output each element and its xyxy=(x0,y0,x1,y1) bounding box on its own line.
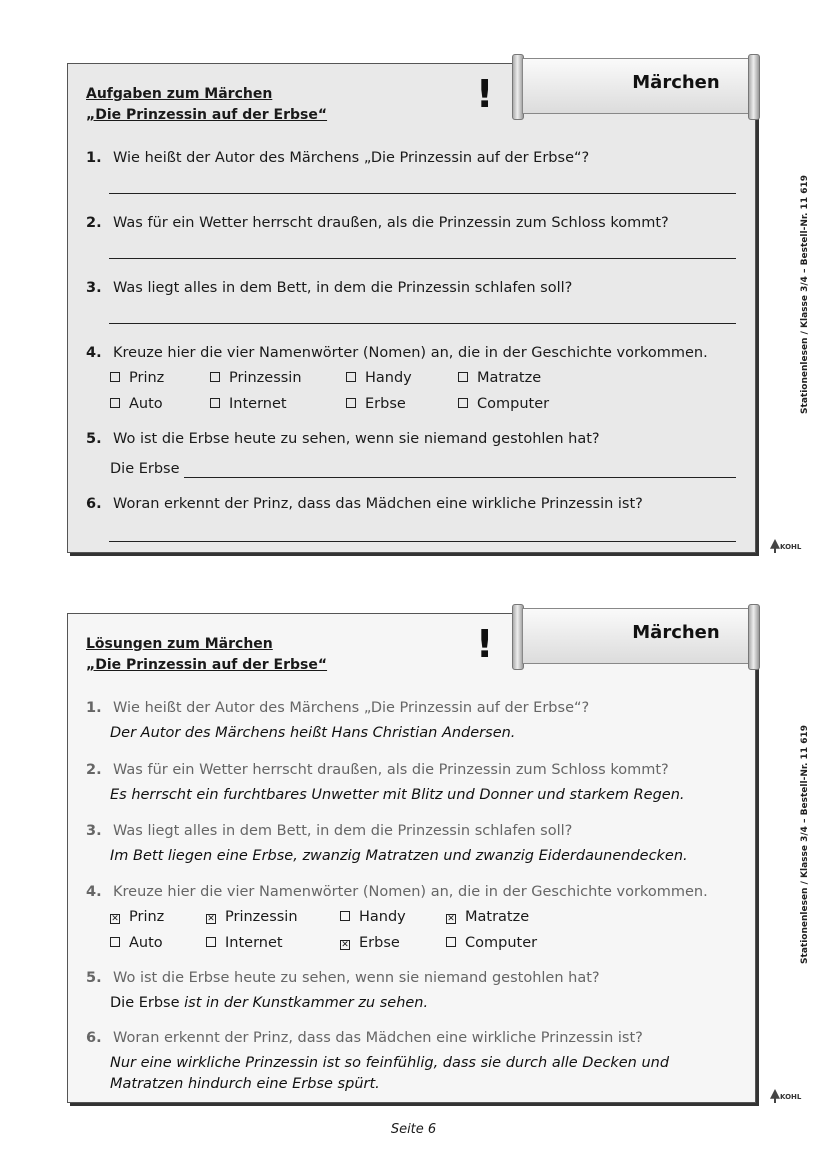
question-number: 3. xyxy=(86,280,102,296)
solution-card xyxy=(67,613,756,1103)
checkbox[interactable] xyxy=(210,372,220,382)
question-text: Was liegt alles in dem Bett, in dem die Prinzessin schlafen soll? xyxy=(113,823,573,839)
heading-line-2: „Die Prinzessin auf der Erbse“ xyxy=(86,657,328,673)
answer-line[interactable] xyxy=(109,541,736,542)
option-computer[interactable]: Computer xyxy=(458,396,549,412)
question-text: Kreuze hier die vier Namenwörter (Nomen) an, die in der Geschichte vorkommen. xyxy=(113,884,708,900)
card-heading xyxy=(86,84,327,126)
question-text: Was liegt alles in dem Bett, in dem die Prinzessin schlafen soll? xyxy=(113,280,573,296)
answer-line[interactable] xyxy=(184,477,736,478)
option-prinzessin[interactable]: Prinzessin xyxy=(210,370,302,386)
checkbox[interactable] xyxy=(110,398,120,408)
question-text: Woran erkennt der Prinz, dass das Mädchen eine wirkliche Prinzessin ist? xyxy=(113,1030,643,1046)
banner-title: Märchen xyxy=(632,72,720,93)
option-internet[interactable]: Internet xyxy=(210,396,287,412)
checkbox xyxy=(446,937,456,947)
checked-box: ✕ xyxy=(341,940,349,950)
checkbox[interactable] xyxy=(110,372,120,382)
side-label: Stationenlesen / Klasse 3/4 – Bestell-Nr. 11 619 xyxy=(800,175,810,414)
option-erbse: ✕ Erbse xyxy=(341,935,400,951)
answer-text: Es herrscht ein furchtbares Unwetter mit Blitz und Donner und starkem Regen. xyxy=(110,787,685,803)
checkbox[interactable] xyxy=(458,398,468,408)
answer-text xyxy=(110,995,428,1011)
option-matratze[interactable]: Matratze xyxy=(458,370,541,386)
answer-body: ist in der Kunstkammer zu sehen. xyxy=(184,995,429,1011)
tree-icon xyxy=(770,1089,780,1103)
checkbox xyxy=(206,937,216,947)
question-number: 5. xyxy=(86,970,102,986)
question-number: 3. xyxy=(86,823,102,839)
question-text: Was für ein Wetter herrscht draußen, als die Prinzessin zum Schloss kommt? xyxy=(113,762,669,778)
question-text: Kreuze hier die vier Namenwörter (Nomen) an, die in der Geschichte vorkommen. xyxy=(113,345,708,361)
option-auto[interactable]: Auto xyxy=(110,396,163,412)
side-label: Stationenlesen / Klasse 3/4 – Bestell-Nr. 11 619 xyxy=(800,725,810,964)
heading-line-2: „Die Prinzessin auf der Erbse“ xyxy=(86,107,328,123)
checkbox[interactable] xyxy=(458,372,468,382)
scroll-banner xyxy=(512,54,760,120)
question-number: 5. xyxy=(86,431,102,447)
checkbox[interactable] xyxy=(346,398,356,408)
question-number: 1. xyxy=(86,150,102,166)
option-handy: Handy xyxy=(340,909,406,925)
option-internet: Internet xyxy=(206,935,283,951)
heading-line-1: Lösungen zum Märchen xyxy=(86,636,273,652)
publisher-logo: KOHL xyxy=(770,535,796,557)
checkbox xyxy=(340,911,350,921)
checkbox xyxy=(110,937,120,947)
exclamation-icon: ! xyxy=(476,72,494,116)
option-matratze: ✕ Matratze xyxy=(447,909,530,925)
question-number: 2. xyxy=(86,762,102,778)
scroll-banner xyxy=(512,604,760,670)
tree-icon xyxy=(770,539,780,553)
question-text: Wo ist die Erbse heute zu sehen, wenn sie niemand gestohlen hat? xyxy=(113,431,600,447)
checked-box: ✕ xyxy=(447,914,455,924)
banner-title: Märchen xyxy=(632,622,720,643)
question-number: 2. xyxy=(86,215,102,231)
question-number: 4. xyxy=(86,345,102,361)
question-text: Wie heißt der Autor des Märchens „Die Prinzessin auf der Erbse“? xyxy=(113,150,590,166)
option-prinzessin: ✕ Prinzessin xyxy=(207,909,298,925)
exclamation-icon: ! xyxy=(476,622,494,666)
question-text: Was für ein Wetter herrscht draußen, als die Prinzessin zum Schloss kommt? xyxy=(113,215,669,231)
answer-text: Im Bett liegen eine Erbse, zwanzig Matratzen und zwanzig Eiderdaunendecken. xyxy=(110,848,688,864)
answer-line[interactable] xyxy=(109,193,736,194)
question-number: 1. xyxy=(86,700,102,716)
answer-prefix: Die Erbse xyxy=(110,995,180,1011)
answer-line[interactable] xyxy=(109,258,736,259)
heading-line-1: Aufgaben zum Märchen xyxy=(86,86,273,102)
checked-box: ✕ xyxy=(207,914,215,924)
checkbox[interactable] xyxy=(210,398,220,408)
option-computer: Computer xyxy=(446,935,537,951)
question-number: 6. xyxy=(86,496,102,512)
option-prinz[interactable]: Prinz xyxy=(110,370,164,386)
question-text: Woran erkennt der Prinz, dass das Mädchen eine wirkliche Prinzessin ist? xyxy=(113,496,643,512)
answer-text: Nur eine wirkliche Prinzessin ist so feinfühlig, dass sie durch alle Decken und Matratzen hindurch eine Erbse spürt. xyxy=(110,1055,670,1092)
card-heading xyxy=(86,634,327,676)
answer-prefix: Die Erbse xyxy=(110,461,180,477)
answer-text: Der Autor des Märchens heißt Hans Christian Andersen. xyxy=(110,725,516,741)
question-text: Wo ist die Erbse heute zu sehen, wenn sie niemand gestohlen hat? xyxy=(113,970,600,986)
checkbox[interactable] xyxy=(346,372,356,382)
question-text: Wie heißt der Autor des Märchens „Die Prinzessin auf der Erbse“? xyxy=(113,700,590,716)
option-auto: Auto xyxy=(110,935,163,951)
option-handy[interactable]: Handy xyxy=(346,370,412,386)
page-number: Seite 6 xyxy=(390,1122,437,1137)
exercise-card xyxy=(67,63,756,553)
question-number: 6. xyxy=(86,1030,102,1046)
answer-line[interactable] xyxy=(109,323,736,324)
question-number: 4. xyxy=(86,884,102,900)
publisher-logo: KOHL xyxy=(770,1085,796,1107)
checked-box: ✕ xyxy=(111,914,119,924)
option-prinz: ✕ Prinz xyxy=(111,909,165,925)
option-erbse[interactable]: Erbse xyxy=(346,396,406,412)
